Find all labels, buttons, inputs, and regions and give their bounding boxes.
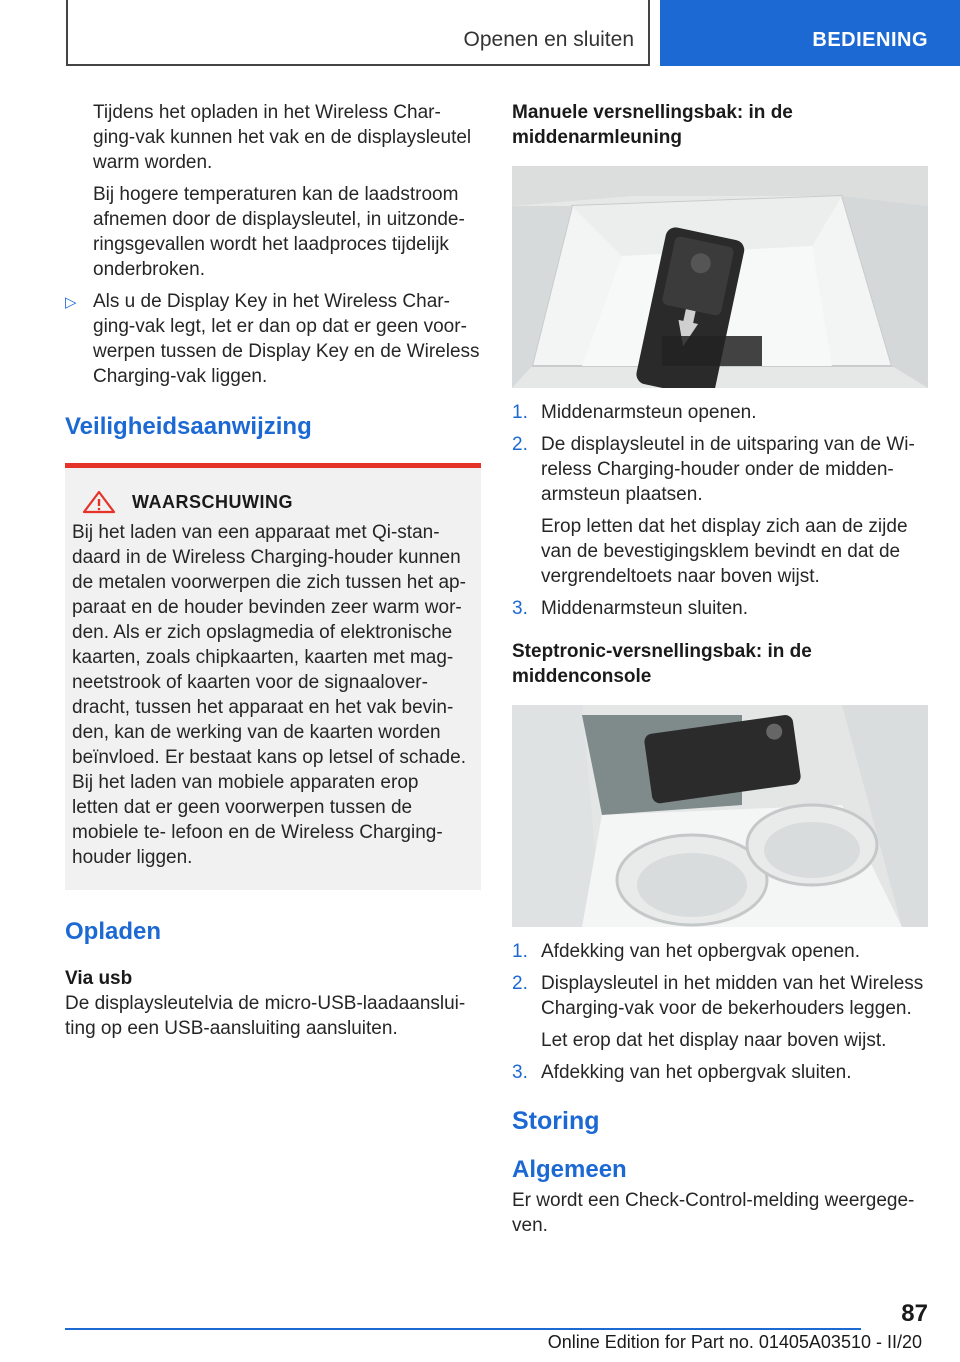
step-text: Middenarmsteun sluiten. [541,598,748,619]
console-illustration [512,705,928,927]
step-item [512,971,928,1021]
right-column [512,100,928,1238]
manual-steps-cont [512,596,928,621]
step-item [512,939,928,964]
page-number: 87 [901,1300,928,1327]
bullet-list [65,289,481,389]
step-number: 1. [512,941,528,962]
steptronic-heading: Steptronic-versnellingsbak: in de middenconsole [512,641,812,687]
step-number: 2. [512,434,528,455]
step-note: Erop letten dat het display zich aan de zijde van de bevestigingsklem bevindt en dat de vergrendeltoets naar boven wijst. [541,516,908,587]
warning-triangle-icon [82,490,116,514]
step-note: Let erop dat het display naar boven wijst. [541,1030,887,1051]
warning-header [72,490,467,514]
paragraph: Bij hogere temperaturen kan de laadstroom afnemen door de displaysleutel, in uitzonde‐ ringsgevallen wordt het laadproces tijdelijk onderbroken. [93,184,465,280]
footer-edition: Online Edition for Part no. 01405A03510 - II/20 [547,1332,922,1352]
step-text: De displaysleutel in de uitsparing van de Wi‐ reless Charging-houder onder de midden‐ armsteun plaatsen. [541,434,915,505]
step-number: 1. [512,402,528,423]
safety-heading: Veiligheidsaanwijzing [65,413,312,440]
console-photo [512,705,928,927]
footer-divider [65,1328,861,1330]
armrest-illustration [512,166,928,388]
step-text: Middenarmsteun openen. [541,402,757,423]
left-column [65,100,481,1041]
warning-text: Bij het laden van een apparaat met Qi-stan‐ daard in de Wireless Charging-houder kunnen de metalen voorwerpen die zich tussen het ap‐ paraat en de houder bevinden zeer warm wor‐ den. Als er zich opslagmedia of elektronische kaarten, zoals chipkaarten, kaarten met mag‐ neetstrook of kaarten voor de signaalover‐ dracht, tussen het apparaat en het vak bevin‐ den, kan de werking van de kaarten worden beïnvloed. Er bestaat kans op letsel of schade. Bij het laden van mobiele apparaten erop letten dat er geen voorwerpen tussen de mobiele te‐ lefoon en de Wireless Charging-houder liggen. [72,522,466,868]
steptronic-steps-cont [512,1060,928,1085]
manual-steps [512,400,928,507]
algemeen-heading: Algemeen [512,1156,627,1183]
step-item [512,432,928,507]
section-title: BEDIENING [812,29,928,51]
steptronic-steps [512,939,928,1021]
bullet-text: Als u de Display Key in het Wireless Char‐ ging-vak legt, let er dan op dat er geen voor‐ werpen tussen de Display Key en de Wireless Charging-vak liggen. [93,291,480,387]
armrest-photo [512,166,928,388]
page-header [0,0,960,66]
step-number: 3. [512,1062,528,1083]
bullet-item [65,289,481,389]
usb-heading: Via usb [65,968,133,989]
bullet-triangle-icon: ▷ [65,294,77,311]
algemeen-text: Er wordt een Check-Control-melding weergege‐ ven. [512,1190,915,1236]
step-item [512,400,928,425]
step-number: 2. [512,973,528,994]
step-item [512,1060,928,1085]
manual-heading: Manuele versnellingsbak: in de middenarmleuning [512,102,793,148]
usb-text: De displaysleutelvia de micro-USB-laadaanslui‐ ting op een USB-aansluiting aansluiten. [65,993,466,1039]
storing-heading: Storing [512,1107,600,1135]
step-item [512,596,928,621]
step-text: Afdekking van het opbergvak sluiten. [541,1062,852,1083]
step-text: Afdekking van het opbergvak openen. [541,941,861,962]
step-text: Displaysleutel in het midden van het Wireless Charging-vak voor de bekerhouders leggen. [541,973,924,1019]
paragraph: Tijdens het opladen in het Wireless Char‐ ging-vak kunnen het vak en de displaysleutel warm worden. [93,102,472,173]
header-tab [66,0,650,66]
opladen-heading: Opladen [65,918,162,945]
section-tab [660,0,960,66]
warning-box [65,463,481,890]
step-number: 3. [512,598,528,619]
warning-title: WAARSCHUWING [132,491,293,512]
chapter-title: Openen en sluiten [463,28,634,51]
